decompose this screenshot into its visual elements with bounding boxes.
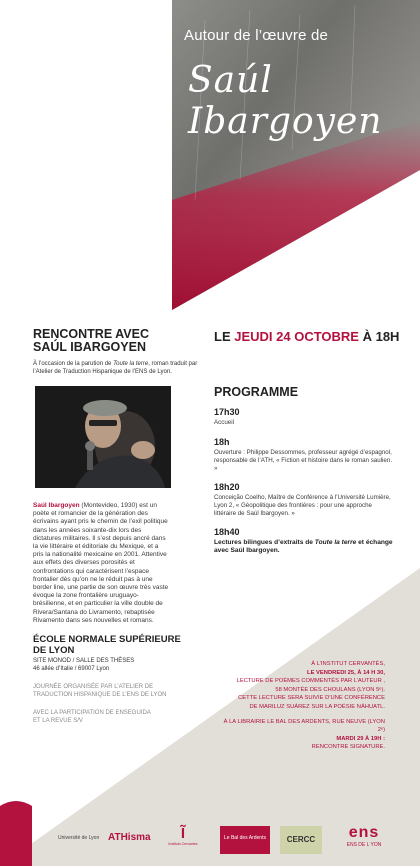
programme-slot [214,437,394,474]
event-line: RENCONTRE SIGNATURE. [311,744,385,751]
author-bio [33,502,169,625]
venue-title-line1: ÉCOLE NORMALE SUPÉRIEURE [33,634,181,645]
organiser-line1: JOURNÉE ORGANISÉE PAR L’ATELIER DE [33,684,154,690]
intro-book-title: Toute la terre [113,361,149,367]
header-name: Saúl Ibargoyen [188,60,383,142]
event-line: CETTE LECTURE SERA SUIVIE D’UNE CONFÉRENCE [238,695,385,702]
intro-text [33,360,198,376]
venue-address-line1: SITE MONOD / SALLE DES THÈSES [33,658,135,664]
organiser-line2: TRADUCTION HISPANIQUE DE L’ENS DE LYON [33,692,167,698]
event-line-strong: MARDI 29 À 19H : [336,735,385,742]
event-line: À LA LIBRAIRIE LE BAL DES ARDENTS, RUE NEUVE (LYON 2ᵉ) [223,718,385,734]
event-line: 58 MONTÉE DES CHOULANS (LYON 5ᵉ). [275,686,385,693]
programme-title: PROGRAMME [214,385,299,399]
logo-universite-lyon [58,835,99,841]
ens-mark-icon: ens [348,824,380,841]
author-photo-illustration [35,386,171,488]
participation-note [33,709,203,725]
cervantes-mark-icon: Ĩ [180,825,186,842]
logo-cercc: CERCC [280,826,322,854]
participation-line2: ET LA REVUE S/V [33,718,83,724]
event-date [214,329,414,344]
partner-logos [58,826,408,856]
venue-title [33,634,203,656]
venue-address-line2: 46 allée d’Italie / 69007 Lyon [33,666,110,672]
slot-desc: Ouverture : Philippe Dessommes, professeur agrégé d’espagnol, responsable de l’ATH, « Fiction et histoire dans le roman saulien. » [214,449,393,473]
date-suffix: À 18H [358,329,400,344]
logo-cervantes [166,826,200,846]
venue-address [33,657,203,673]
meeting-heading [33,328,203,354]
other-events [215,660,385,752]
logo-athisma: ATHisma [108,832,151,843]
event-line [215,735,385,744]
programme-slot [214,527,394,555]
header-subtitle: Autour de l’œuvre de [184,27,329,44]
intro-b: , roman traduit par l’Atelier de Traduction Hispanique de l’ENS de Lyon. [33,361,198,375]
event-line: DE MARILUZ SUÁREZ SUR LA POÉSIE NÁHUATL. [249,703,385,710]
bio-text: (Montevideo, 1930) est un poète et romancier de la génération des écrivains ayant pris le chemin de l’exil politique dans les années soixante-dix lors des dictatures militaires. Il s’est depuis ancré dans la vie littéraire et éditoriale du Mexique, et a pris la nationalité mexicaine en 2001. Attentive aux effets des diverses porosités et confrontations qui caractérisent l’espace frontalier dès qu’on ne le réduit pas à une border line, une partie de son œuvre très vaste évoque la zone frontalière uruguayo-brésilienne, et en particulier la ville double de Rivera/Santana do Livramento, rebaptisée Rivamento dans ses nouvelles et romans. [33,502,169,624]
event-line-strong: LE VENDREDI 25, À 14 H 30, [307,669,385,676]
slot-desc-b: et échange avec Saúl Ibargoyen. [214,539,393,555]
organiser-note [33,683,203,699]
intro-a: À l’occasion de la parution de [33,361,114,367]
slot-time: 17h30 [214,407,240,417]
participation-line1: AVEC LA PARTICIPATION DE ENSEGUIDA [33,710,151,716]
logo-bal-des-ardents: Le Bal des Ardents [220,826,270,854]
logo-universite-lyon-text: Université de Lyon [58,835,100,841]
logo-ens [332,824,396,848]
date-highlight: JEUDI 24 OCTOBRE [234,329,359,344]
slot-desc-a: Lectures bilingues d’extraits de [214,539,315,546]
slot-desc: Conceição Coelho, Maître de Conférence à l’Université Lumière, Lyon 2, « Géopolitique des frontières : pour une approche littéraire de Saúl Ibargoyen. » [214,494,391,518]
slot-desc: Accueil [214,419,234,426]
slot-desc-book: Toute la terre [314,539,357,546]
programme-slot [214,482,394,519]
date-prefix: LE [214,329,235,344]
bio-author-name: Saúl Ibargoyen [33,502,80,509]
author-photo [35,386,171,488]
ens-text: ENS DE L YON [346,842,382,848]
cervantes-text: Instituto Cervantes [168,842,198,846]
meeting-heading-line2: SAÚL IBARGOYEN [33,340,146,354]
slot-time: 18h [214,437,230,447]
event-line: LECTURE DE POÈMES COMMENTÉS PAR L’AUTEUR , [236,678,385,685]
venue-title-line2: DE LYON [33,645,75,656]
event-line [215,669,385,678]
slot-time: 18h40 [214,527,240,537]
slot-desc [214,539,394,555]
meeting-heading-line1: RENCONTRE AVEC [33,327,149,341]
programme-slot [214,407,394,427]
slot-time: 18h20 [214,482,240,492]
event-line: À L’INSTITUT CERVANTÈS, [311,661,385,667]
